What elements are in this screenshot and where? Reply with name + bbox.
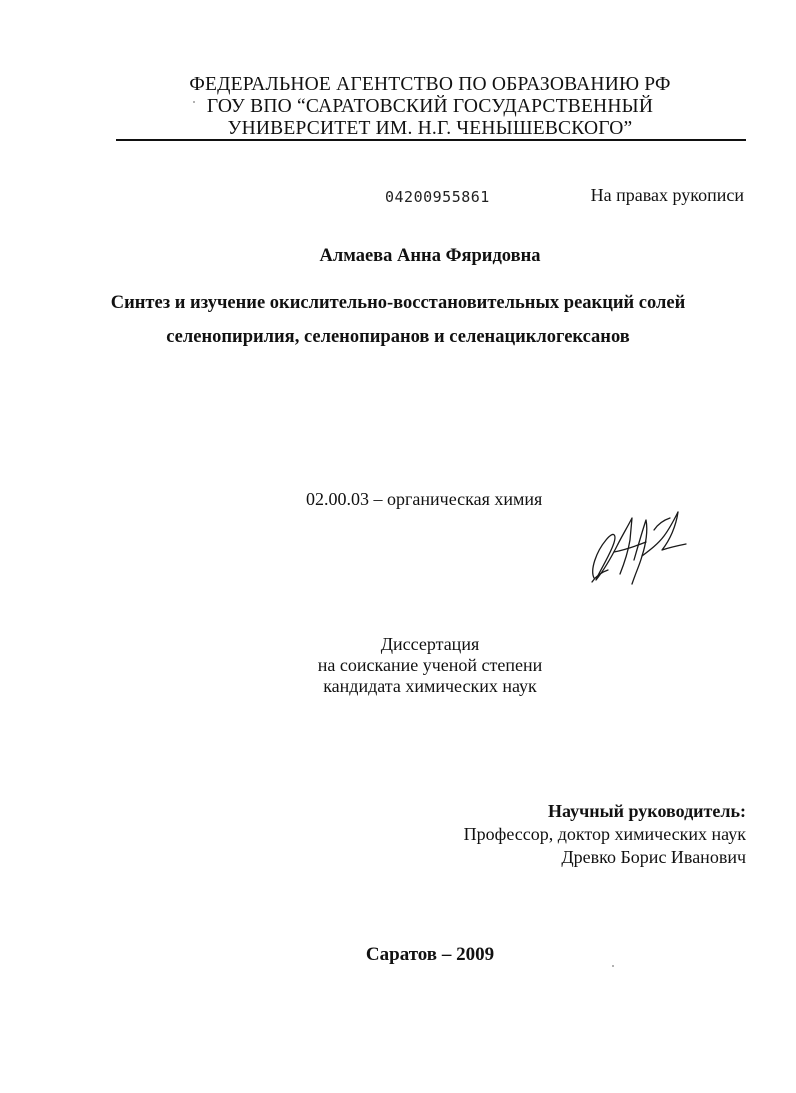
institution-header <box>120 74 740 140</box>
header-line-university-name: УНИВЕРСИТЕТ ИМ. Н.Г. ЧЕНЫШЕВСКОГО” <box>227 118 633 139</box>
header-line-agency: ФЕДЕРАЛЬНОЕ АГЕНТСТВО ПО ОБРАЗОВАНИЮ РФ <box>189 74 671 95</box>
specialty-code: 02.00.03 – органическая химия <box>306 489 543 509</box>
scan-speck <box>193 101 195 103</box>
title-line-2: селенопирилия, селенопиранов и селенациклогексанов <box>166 327 630 347</box>
supervisor-name: Древко Борис Иванович <box>561 847 746 867</box>
header-divider <box>116 139 746 141</box>
manuscript-rights-note: На правах рукописи <box>590 185 744 205</box>
registration-number: 04200955861 <box>385 188 490 206</box>
degree-line-3: кандидата химических наук <box>323 676 537 696</box>
header-line-university: ГОУ ВПО “САРАТОВСКИЙ ГОСУДАРСТВЕННЫЙ <box>206 96 654 117</box>
city-and-year: Саратов – 2009 <box>365 944 495 965</box>
degree-line-2: на соискание ученой степени <box>317 655 543 675</box>
dissertation-title <box>0 286 796 354</box>
supervisor-position: Профессор, доктор химических наук <box>463 824 746 844</box>
supervisor-label: Научный руководитель: <box>548 801 746 821</box>
degree-statement <box>0 634 796 697</box>
degree-line-1: Диссертация <box>380 634 480 654</box>
title-line-1: Синтез и изучение окислительно-восстановительных реакций солей <box>110 293 686 313</box>
handwritten-signature <box>584 500 704 592</box>
author-name: Алмаева Анна Фяридовна <box>319 246 541 266</box>
supervisor-block <box>464 800 746 869</box>
scan-speck <box>612 965 614 967</box>
